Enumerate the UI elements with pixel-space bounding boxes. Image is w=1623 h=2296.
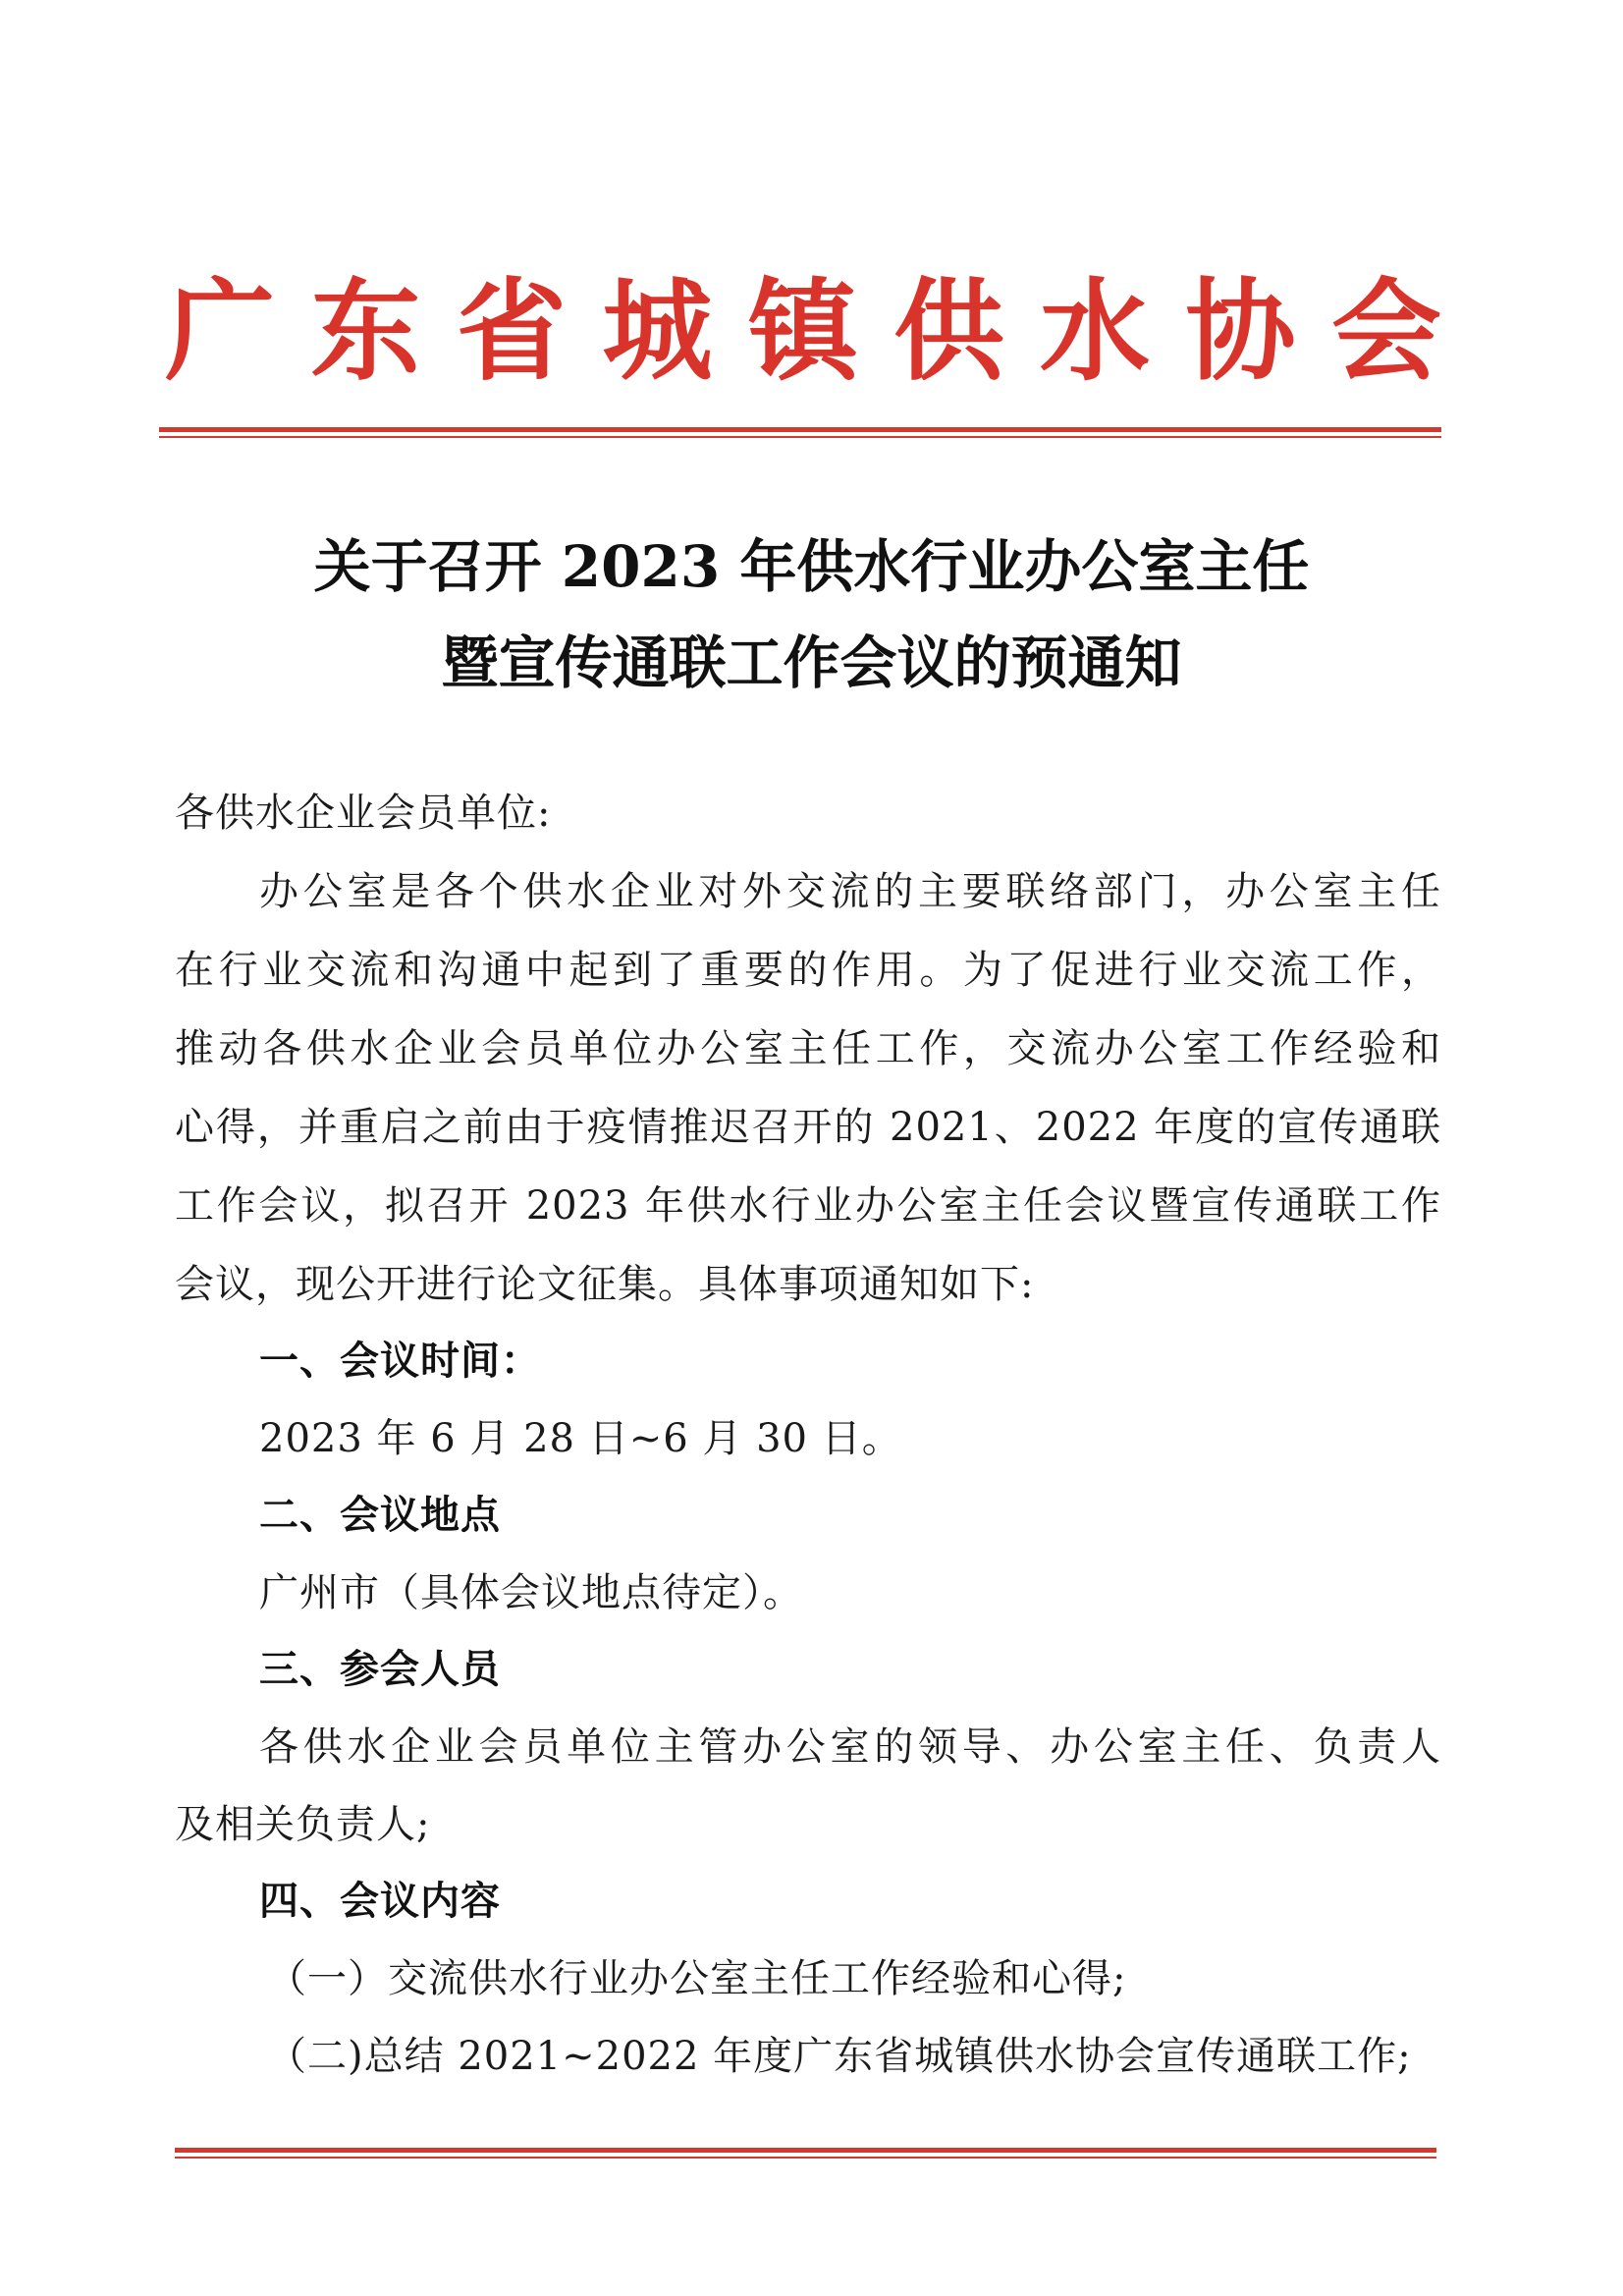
letterhead-char: 城 [602,268,713,396]
intro-line: 会议，现公开进行论文征集。具体事项通知如下: [175,1262,1035,1307]
content-item: （二)总结 2021~2022 年度广东省城镇供水协会宣传通联工作; [267,2034,1412,2079]
letterhead-char: 东 [310,268,421,396]
meeting-date: 2023 年 6 月 28 日~6 月 30 日。 [259,1416,902,1461]
section-heading-content: 四、会议内容 [259,1879,501,1924]
intro-line: 在行业交流和沟通中起到了重要的作用。为了促进行业交流工作， [175,948,1441,993]
letterhead-char: 广 [165,268,275,396]
salutation: 各供水企业会员单位: [175,791,552,836]
section-heading-location: 二、会议地点 [259,1493,501,1538]
letterhead-char: 省 [457,268,567,396]
letterhead-org-name [165,263,1441,401]
letterhead-char: 协 [1185,268,1296,396]
intro-line: 心得，并重启之前由于疫情推迟召开的 2021、2022 年度的宣传通联 [175,1105,1441,1150]
document-title-line-1: 关于召开 2023 年供水行业办公室主任 [313,533,1310,600]
letterhead-divider [159,427,1441,438]
letterhead-char: 水 [1040,268,1150,396]
letterhead-char: 镇 [748,268,858,396]
letterhead-char: 会 [1331,268,1441,396]
section-heading-time: 一、会议时间： [259,1339,541,1384]
letterhead-char: 供 [893,268,1004,396]
content-item: （一）交流供水行业办公室主任工作经验和心得; [267,1956,1127,2001]
intro-line: 工作会议，拟召开 2023 年供水行业办公室主任会议暨宣传通联工作 [175,1183,1441,1229]
attendees-line: 各供水企业会员单位主管办公室的领导、办公室主任、负责人 [259,1724,1441,1770]
document-title-line-2: 暨宣传通联工作会议的预通知 [441,629,1182,696]
intro-line: 推动各供水企业会员单位办公室主任工作，交流办公室工作经验和 [175,1026,1441,1071]
section-heading-attendees: 三、参会人员 [259,1647,501,1692]
intro-line: 办公室是各个供水企业对外交流的主要联络部门，办公室主任 [259,869,1441,914]
attendees-line: 及相关负责人; [175,1802,431,1847]
meeting-location: 广州市（具体会议地点待定）。 [259,1570,803,1615]
footer-divider [175,2148,1436,2159]
